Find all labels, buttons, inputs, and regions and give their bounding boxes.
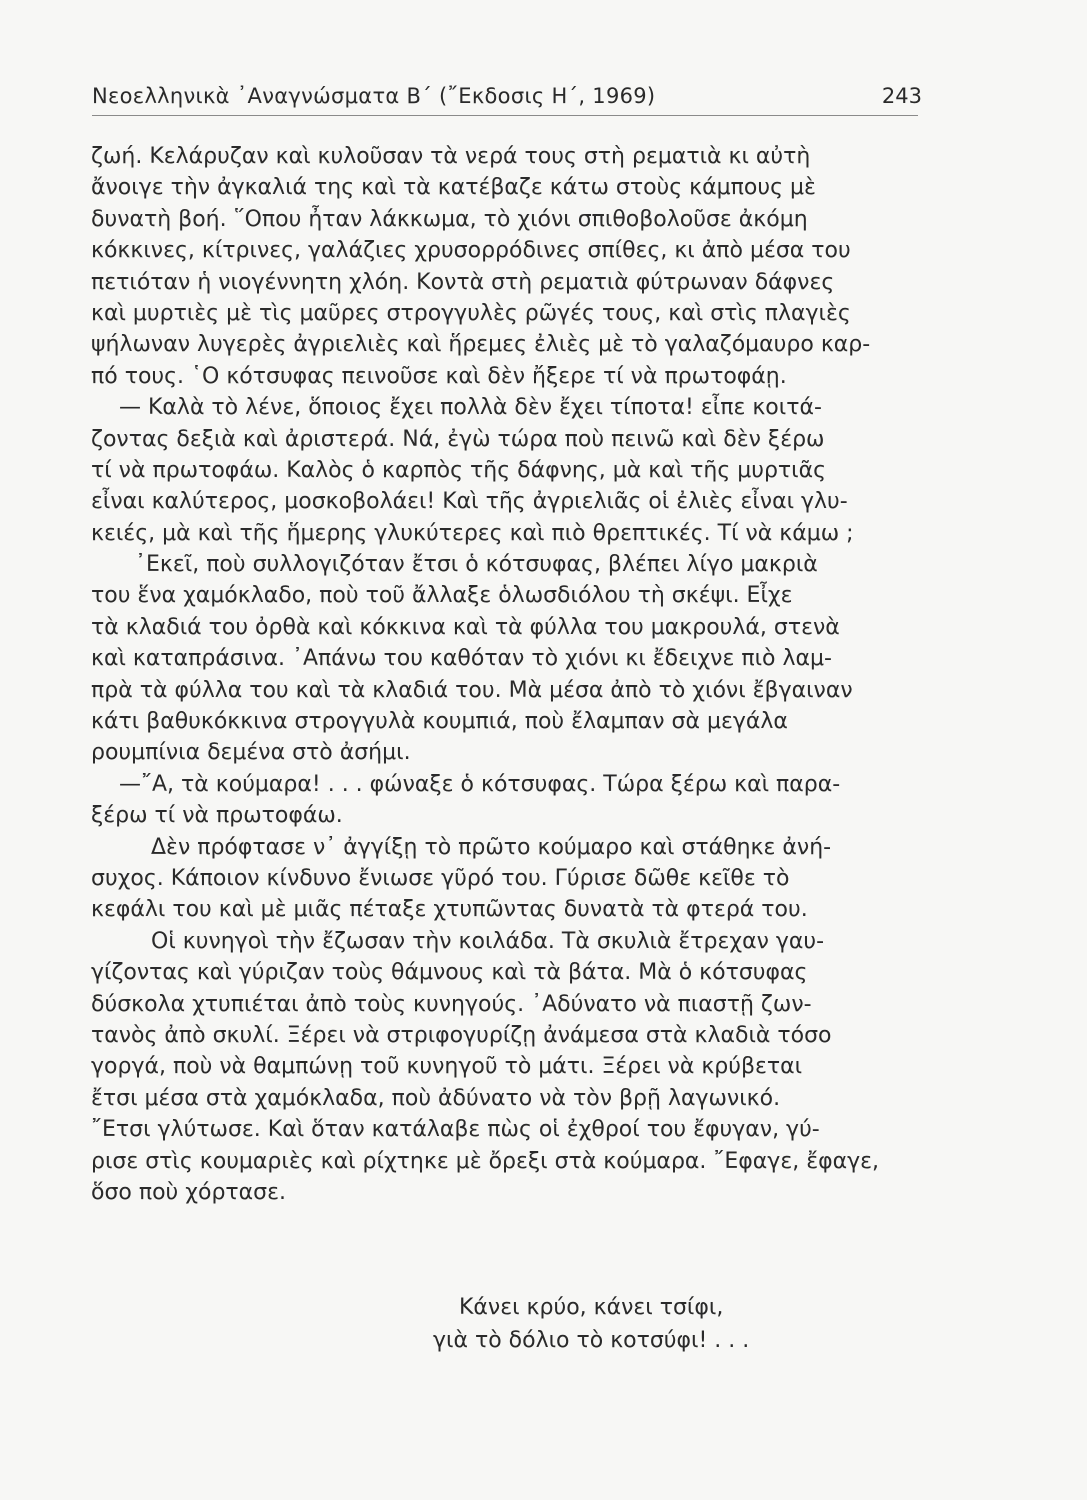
text-line: συχος. Κάποιον κίνδυνο ἔνιωσε γῦρό του. Γύρισε δῶθε κεῖθε τὸ (91, 865, 790, 891)
text-line: του ἕνα χαμόκλαδο, ποὺ τοῦ ἄλλαξε ὁλωσδιόλου τὴ σκέψι. Εἶχε (91, 583, 793, 609)
text-line: ῎Ετσι γλύτωσε. Καὶ ὅταν κατάλαβε πὼς οἱ ἐχθροί του ἔφυγαν, γύ- (91, 1117, 820, 1143)
text-line: πετιόταν ἡ νιογέννητη χλόη. Κοντὰ στὴ ρεματιὰ φύτρωναν δάφνες (91, 269, 835, 295)
text-line: ἄνοιγε τὴν ἀγκαλιά της καὶ τὰ κατέβαζε κάτω στοὺς κάμπους μὲ (91, 175, 816, 201)
text-line: ζοντας δεξιὰ καὶ ἀριστερά. Νά, ἐγὼ τώρα ποὺ πεινῶ καὶ δὲν ξέρω (91, 426, 825, 452)
text-line: κεφάλι του καὶ μὲ μιᾶς πέταξε χτυπῶντας δυνατὰ τὰ φτερά του. (91, 897, 808, 923)
text-line: ρισε στὶς κουμαριὲς καὶ ρίχτηκε μὲ ὄρεξι στὰ κούμαρα. ῎Εφαγε, ἔφαγε, (91, 1148, 880, 1174)
text-line: δύσκολα χτυπιέται ἀπὸ τοὺς κυνηγούς. ᾿Αδύνατο νὰ πιαστῇ ζων- (91, 991, 812, 1017)
text-line: τί νὰ πρωτοφάω. Καλὸς ὁ καρπὸς τῆς δάφνης, μὰ καὶ τῆς μυρτιᾶς (91, 457, 827, 483)
text-line: ζωή. Κελάρυζαν καὶ κυλοῦσαν τὰ νερά τους στὴ ρεματιὰ κι αὐτὴ (91, 144, 811, 169)
text-line: — Καλὰ τὸ λένε, ὅποιος ἔχει πολλὰ δὲν ἔχει τίποτα! εἶπε κοιτά- (119, 395, 822, 421)
text-line: τανὸς ἀπὸ σκυλί. Ξέρει νὰ στριφογυρίζῃ ἀνάμεσα στὰ κλαδιὰ τόσο (91, 1022, 832, 1048)
text-line: κειές, μὰ καὶ τῆς ἥμερης γλυκύτερες καὶ πιὸ θρεπτικές. Τί νὰ κάμω ; (91, 520, 854, 546)
text-line: ψήλωναν λυγερὲς ἀγριελιὲς καὶ ἥρεμες ἐλιὲς μὲ τὸ γαλαζόμαυρο καρ- (91, 332, 871, 358)
text-line: γίζοντας καὶ γύριζαν τοὺς θάμνους καὶ τὰ βάτα. Μὰ ὁ κότσυφας (91, 960, 808, 986)
text-line: ἔτσι μέσα στὰ χαμόκλαδα, ποὺ ἀδύνατο νὰ τὸν βρῇ λαγωνικό. (91, 1085, 781, 1111)
text-line: κάτι βαθυκόκκινα στρογγυλὰ κουμπιά, ποὺ ἔλαμπαν σὰ μεγάλα (91, 709, 788, 735)
text-line: τὰ κλαδιά του ὀρθὰ καὶ κόκκινα καὶ τὰ φύλλα του μακρουλά, στενὰ (91, 614, 840, 640)
header-title: Νεοελληνικὰ ᾿Αναγνώσματα Β΄ (῎Εκδοσις Η΄, 1969) (92, 84, 656, 108)
body-text (91, 141, 921, 1208)
text-line: ᾿Εκεῖ, ποὺ συλλογιζόταν ἔτσι ὁ κότσυφας, βλέπει λίγο μακριὰ (135, 552, 818, 578)
text-line: —῎Α, τὰ κούμαρα! . . . φώναξε ὁ κότσυφας. Τώρα ξέρω καὶ παρα- (119, 771, 841, 797)
verse-line: γιὰ τὸ δόλιο τὸ κοτσύφι! . . . (433, 1328, 750, 1353)
text-line: πρὰ τὰ φύλλα του καὶ τὰ κλαδιά του. Μὰ μέσα ἀπὸ τὸ χιόνι ἔβγαιναν (91, 677, 853, 703)
page-number: 243 (881, 84, 922, 108)
running-header (92, 84, 922, 124)
text-line: γοργά, ποὺ νὰ θαμπώνῃ τοῦ κυνηγοῦ τὸ μάτι. Ξέρει νὰ κρύβεται (91, 1054, 803, 1080)
text-line: ρουμπίνια δεμένα στὸ ἀσήμι. (91, 740, 411, 766)
text-line: καὶ καταπράσινα. ᾿Απάνω του καθόταν τὸ χιόνι κι ἔδειχνε πιὸ λαμ- (91, 646, 832, 672)
header-rule (92, 115, 918, 116)
text-line: εἶναι καλύτερος, μοσκοβολάει! Καὶ τῆς ἀγριελιᾶς οἱ ἐλιὲς εἶναι γλυ- (91, 489, 848, 515)
text-line: πό τους. ῾Ο κότσυφας πεινοῦσε καὶ δὲν ἤξερε τί νὰ πρωτοφάῃ. (91, 363, 787, 389)
text-line: κόκκινες, κίτρινες, γαλάζιες χρυσορρόδινες σπίθες, κι ἀπὸ μέσα του (91, 238, 851, 264)
text-line: Δὲν πρόφτασε ν᾿ ἀγγίξῃ τὸ πρῶτο κούμαρο καὶ στάθηκε ἀνή- (151, 834, 832, 860)
text-line: Οἱ κυνηγοὶ τὴν ἔζωσαν τὴν κοιλάδα. Τὰ σκυλιὰ ἔτρεχαν γαυ- (151, 928, 825, 954)
text-line: δυνατὴ βοή. ῞Οπου ἦταν λάκκωμα, τὸ χιόνι σπιθοβολοῦσε ἀκόμη (91, 206, 808, 232)
text-line: ὅσο ποὺ χόρτασε. (91, 1179, 286, 1205)
text-line: καὶ μυρτιὲς μὲ τὶς μαῦρες στρογγυλὲς ρῶγές τους, καὶ στὶς πλαγιὲς (91, 300, 851, 326)
text-line: ξέρω τί νὰ πρωτοφάω. (91, 803, 343, 829)
verse-line: Κάνει κρύο, κάνει τσίφι, (459, 1295, 724, 1320)
